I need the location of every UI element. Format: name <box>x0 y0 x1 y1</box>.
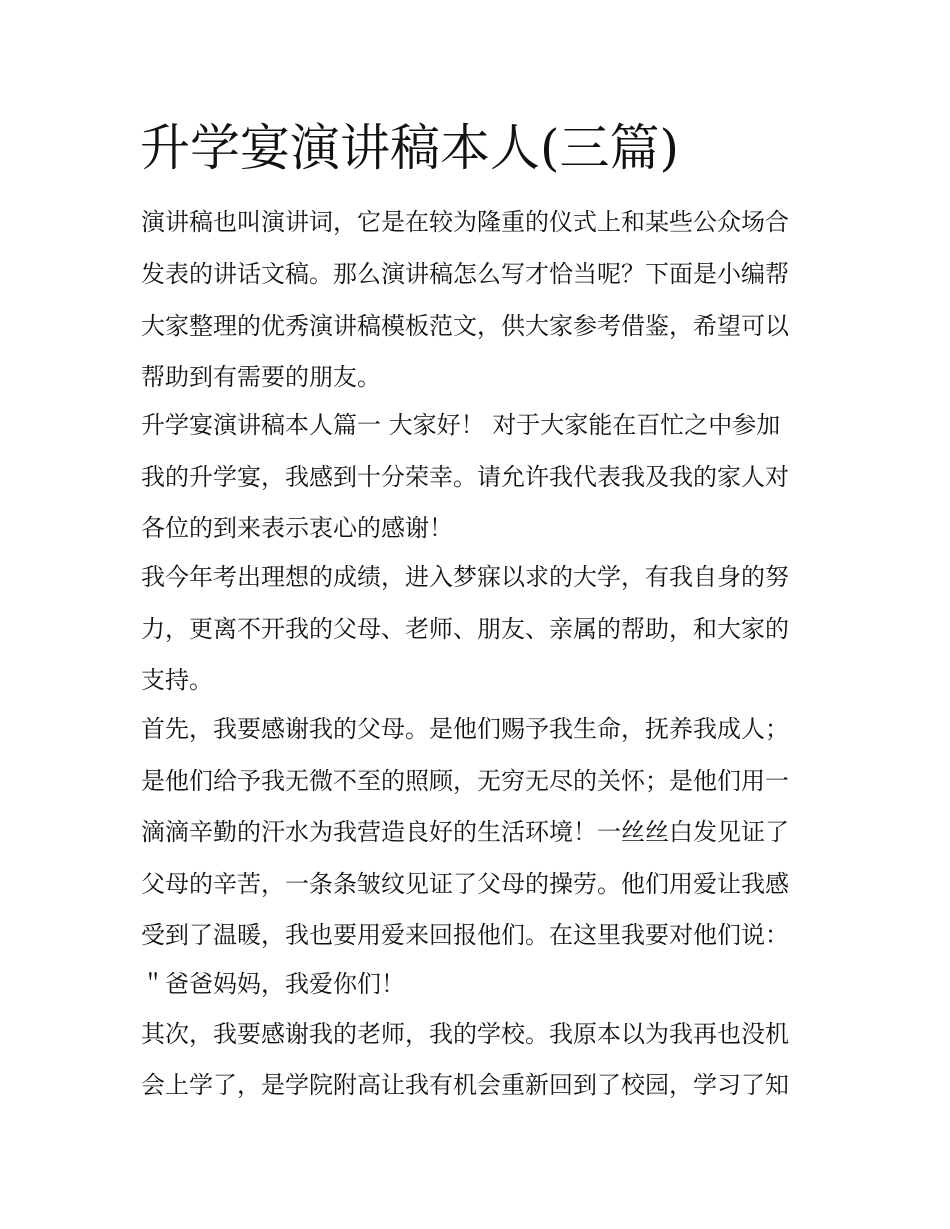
document-title: 升学宴演讲稿本人(三篇) <box>140 119 680 177</box>
body-line: 各位的到来表示衷心的感谢！ <box>141 514 453 542</box>
body-line: 我今年考出理想的成绩，进入梦寐以求的大学，有我自身的努 <box>141 563 789 591</box>
body-line: 升学宴演讲稿本人篇一 大家好！ 对于大家能在百忙之中参加 <box>141 411 781 439</box>
body-line: 力，更离不开我的父母、老师、朋友、亲属的帮助，和大家的 <box>141 615 789 643</box>
body-line: 帮助到有需要的朋友。 <box>141 363 381 391</box>
body-line: 大家整理的优秀演讲稿模板范文，供大家参考借鉴，希望可以 <box>141 312 789 340</box>
body-line: ＂爸爸妈妈，我爱你们！ <box>141 970 405 998</box>
body-line: 首先，我要感谢我的父母。是他们赐予我生命，抚养我成人； <box>141 715 789 743</box>
body-line: 会上学了，是学院附高让我有机会重新回到了校园，学习了知 <box>141 1071 789 1099</box>
body-line: 滴滴辛勤的汗水为我营造良好的生活环境！一丝丝白发见证了 <box>141 818 789 846</box>
body-line: 其次，我要感谢我的老师，我的学校。我原本以为我再也没机 <box>141 1020 789 1048</box>
body-line: 受到了温暖，我也要用爱来回报他们。在这里我要对他们说： <box>141 921 789 949</box>
body-line: 我的升学宴，我感到十分荣幸。请允许我代表我及我的家人对 <box>141 463 789 491</box>
body-line: 发表的讲话文稿。那么演讲稿怎么写才恰当呢？下面是小编帮 <box>141 260 789 288</box>
body-line: 是他们给予我无微不至的照顾，无穷无尽的关怀；是他们用一 <box>141 767 789 795</box>
body-line: 支持。 <box>141 666 213 694</box>
body-line: 演讲稿也叫演讲词，它是在较为隆重的仪式上和某些公众场合 <box>141 208 789 236</box>
body-line: 父母的辛苦，一条条皱纹见证了父母的操劳。他们用爱让我感 <box>141 870 789 898</box>
